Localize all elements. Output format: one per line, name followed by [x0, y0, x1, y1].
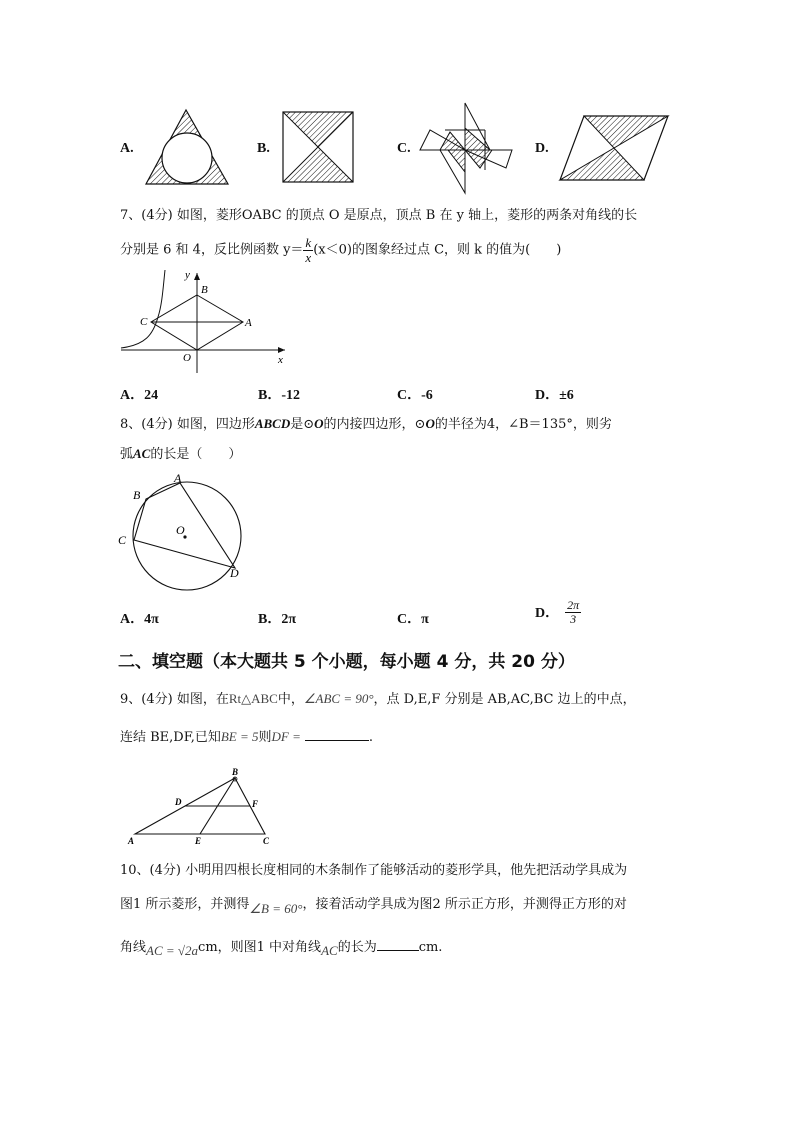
q8-label-a: A: [174, 471, 182, 485]
q8-line2-pre: 弧: [120, 447, 134, 462]
q10-ac: AC: [321, 943, 338, 958]
q8-option-d: [535, 599, 581, 625]
q6-figure-c: [420, 103, 512, 193]
q7-label-x: x: [278, 354, 283, 366]
section2-heading: 二、填空题（本大题共 5 个小题，每小题 4 分，共 20 分）: [118, 652, 575, 672]
q8-o2: O: [425, 416, 435, 431]
q8-abcd: ABCD: [254, 416, 291, 431]
q10-answer-blank[interactable]: [377, 950, 419, 951]
q6-figure-a: [146, 110, 228, 184]
q9-label-d: D: [175, 797, 182, 807]
q7-option-c: C．-6: [397, 388, 433, 403]
q7-line2-pre: 分别是 6 和 4，反比例函数 y＝: [120, 242, 304, 258]
q7-label-c: C: [140, 316, 148, 328]
q10-line3: [120, 940, 443, 958]
q6-option-a: A.: [120, 141, 134, 156]
q9-be: BE = 5: [220, 729, 259, 744]
q7-label-b: B: [201, 284, 208, 296]
q7-line2-post: (x＜0)的图象经过点 C，则 k 的值为( ): [313, 242, 562, 258]
q10-line3-mid: cm，则图1 中对角线: [198, 940, 322, 955]
q10-line1: 10、(4分) 小明用四根长度相同的木条制作了能够活动的菱形学具，他先把活动学具成为: [120, 863, 628, 878]
q8-option-d-fraction: [565, 599, 581, 625]
q8-label-d: D: [230, 566, 239, 580]
q7-label-o: O: [183, 352, 191, 364]
q8-d-num: 2π: [567, 598, 580, 612]
q9-line1: [120, 692, 636, 706]
q9-figure: [125, 765, 275, 850]
q8-line1-mid: 是⊙: [290, 417, 315, 432]
q6-figure-d: [560, 116, 668, 180]
q8-figure: [112, 468, 252, 593]
q8-option-d-label: D．: [535, 606, 560, 622]
q7-label-a: A: [245, 317, 252, 329]
q6-option-c: C.: [397, 141, 411, 156]
q8-ac: AC: [133, 446, 151, 461]
q9-line2-pre: 连结 BE,DF,已知: [120, 730, 221, 745]
q10-line2-pre: 图1 所示菱形，并测得: [120, 897, 250, 912]
q8-line1-pre: 8、(4分) 如图，四边形: [120, 417, 255, 432]
q7-fraction: [303, 236, 313, 264]
q10-line3-mid2: 的长为: [337, 940, 377, 955]
q7-frac-num: k: [305, 235, 312, 250]
q9-line1-pre: 9、(4分) 如图，在: [120, 692, 229, 707]
q9-label-f: F: [252, 799, 259, 809]
q8-label-o: O: [176, 523, 185, 537]
q7-label-y: y: [185, 269, 190, 281]
q7-figure: [115, 265, 295, 375]
q8-line2-post: 的长是（ ）: [150, 447, 242, 462]
q9-angle: ∠ABC = 90°: [303, 691, 374, 706]
q9-line1-post: ，点 D,E,F 分别是 AB,AC,BC 边上的中点，: [373, 692, 636, 707]
q9-label-a: A: [128, 836, 135, 846]
q8-line1: [120, 417, 612, 431]
q10-ac-expr: AC = √2a: [146, 943, 199, 958]
q9-rt: Rt△ABC: [228, 691, 278, 706]
q6-figure-b: [283, 112, 353, 182]
q8-d-den: 3: [570, 611, 577, 626]
q9-label-b: B: [232, 767, 239, 777]
q6-option-d: D.: [535, 141, 549, 156]
q9-line1-mid: 中，: [277, 692, 304, 707]
q8-label-b: B: [133, 488, 141, 502]
q9-df: DF =: [271, 729, 301, 744]
q6-option-b: B.: [257, 141, 270, 156]
q9-line2-post: .: [368, 730, 374, 745]
q7-option-a: A．24: [120, 388, 159, 403]
q8-line1-post: 的半径为4，∠B＝135°，则劣: [434, 417, 612, 432]
q7-option-b: B．-12: [258, 388, 300, 403]
q8-option-b: B．2π: [258, 612, 297, 627]
q9-answer-blank[interactable]: [305, 740, 369, 741]
q9-label-c: C: [263, 836, 270, 846]
q9-label-e: E: [195, 836, 202, 846]
q10-line3-pre: 角线: [120, 940, 147, 955]
q6-figures: [0, 0, 794, 200]
q10-line3-post: cm.: [418, 940, 443, 955]
q8-o1: O: [314, 416, 324, 431]
q10-angle: ∠B = 60°: [249, 901, 303, 916]
q7-frac-den: x: [305, 249, 312, 265]
q8-option-a: A．4π: [120, 612, 159, 627]
q9-line2: [120, 730, 373, 744]
q10-line2: [120, 897, 627, 916]
q7-line1: 7、(4分) 如图，菱形OABC 的顶点 O 是原点，顶点 B 在 y 轴上，菱形的两条对角线的长: [120, 208, 638, 223]
q7-line2: [120, 236, 561, 264]
q7-option-d: D．±6: [535, 388, 574, 403]
q8-option-c: C．π: [397, 612, 429, 627]
q8-line2: [120, 447, 241, 461]
q8-line1-mid2: 的内接四边形，⊙: [323, 417, 426, 432]
q8-label-c: C: [118, 533, 127, 547]
q9-line2-mid: 则: [258, 730, 272, 745]
q10-line2-post: ，接着活动学具成为图2 所示正方形，并测得正方形的对: [302, 897, 627, 912]
